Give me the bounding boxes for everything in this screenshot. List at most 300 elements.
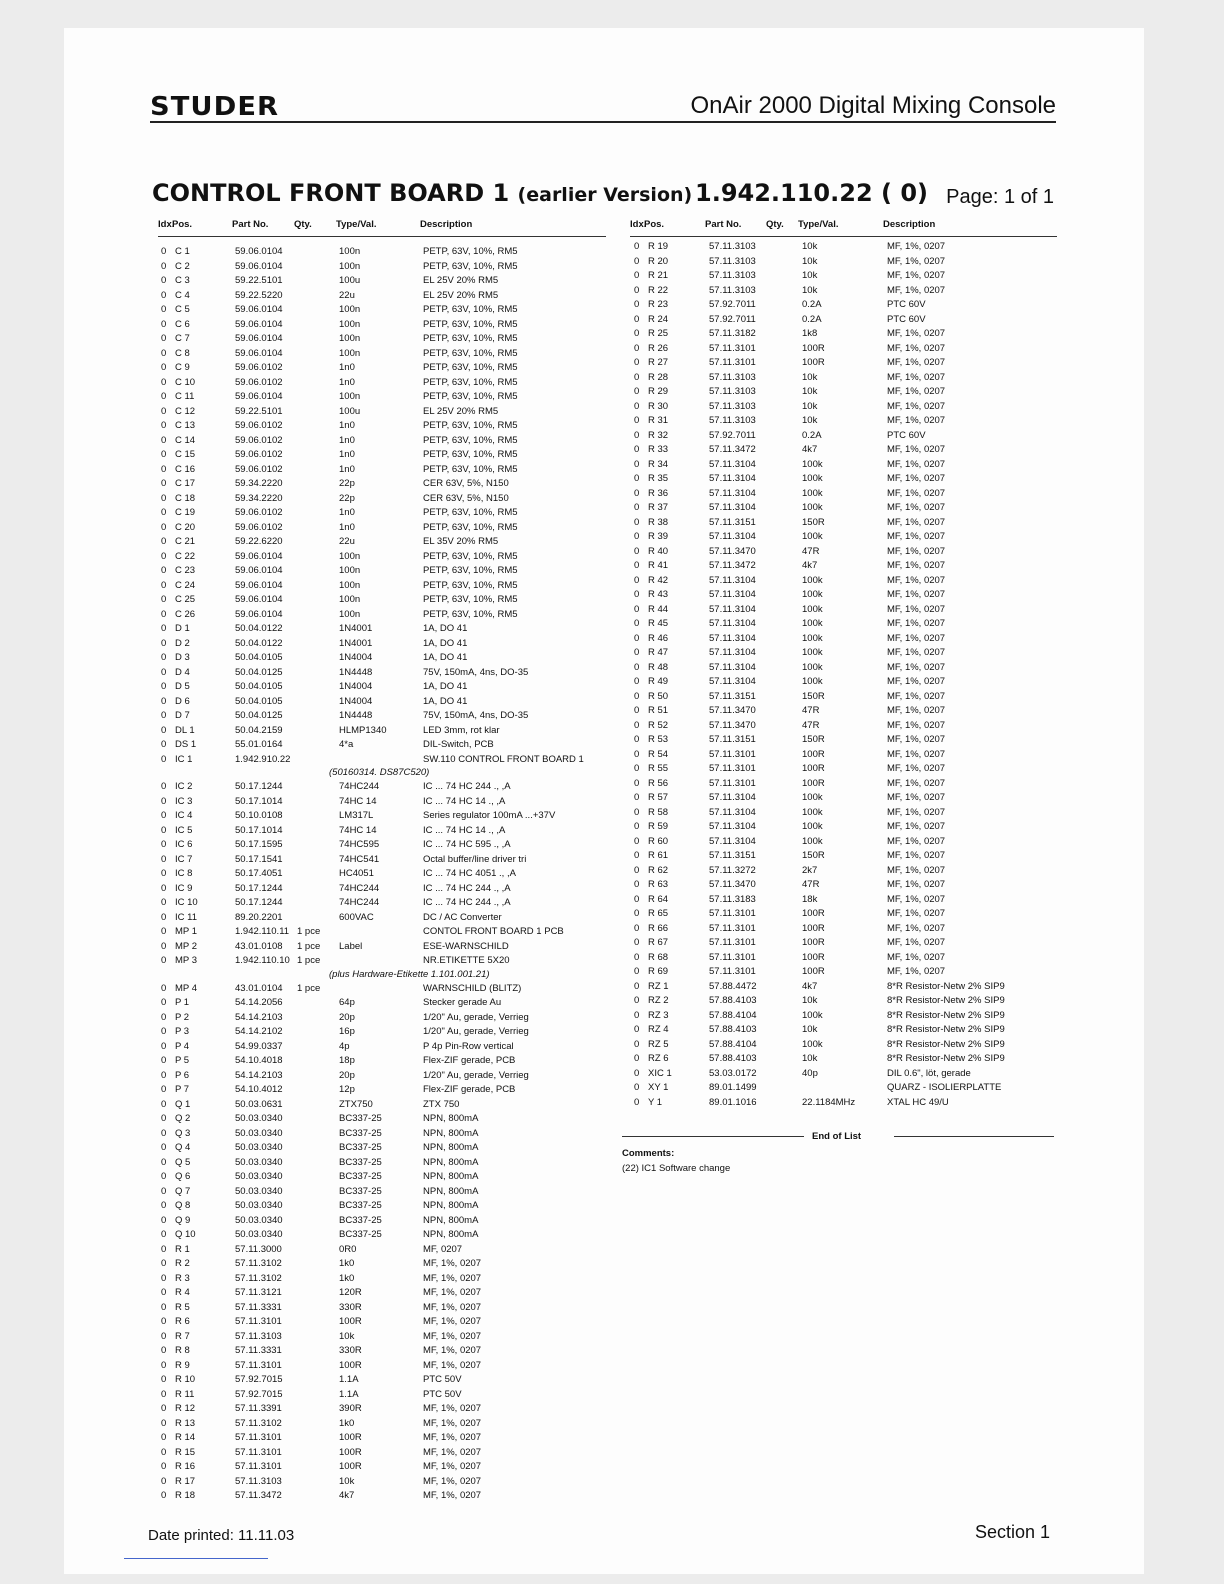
cell-type: 74HC 14	[339, 824, 377, 836]
cell-idx: 0	[634, 937, 640, 948]
header-idx: Idx.	[158, 219, 175, 230]
cell-idx: 0	[161, 1417, 167, 1429]
cell-pos: C 19	[175, 507, 196, 518]
cell-pos: Q 7	[175, 1185, 191, 1197]
part-row	[161, 1127, 601, 1142]
cell-idx: 0	[161, 926, 167, 937]
cell-idx: 0	[634, 879, 640, 890]
cell-type: 2k7	[802, 864, 818, 876]
part-row	[634, 545, 1054, 560]
cell-desc: PETP, 63V, 10%, RM5	[423, 579, 518, 591]
cell-type: 100n	[339, 594, 361, 605]
cell-type: 1.1A	[339, 1374, 359, 1385]
cell-type: 20p	[339, 1011, 355, 1023]
cell-type: 22p	[339, 492, 355, 504]
cell-pos: R 50	[648, 690, 669, 702]
cell-type: 74HC244	[339, 897, 380, 908]
part-row	[161, 666, 601, 681]
part-row	[161, 564, 601, 579]
comments-label: Comments:	[622, 1148, 675, 1159]
part-row	[634, 951, 1054, 966]
cell-idx: 0	[161, 1026, 167, 1037]
cell-pos: R 37	[648, 502, 669, 513]
cell-part: 50.04.0105	[235, 681, 283, 692]
cell-desc: 8*R Resistor-Netw 2% SIP9	[887, 1009, 1005, 1021]
cell-part: 57.11.3104	[709, 792, 756, 803]
part-row	[634, 878, 1054, 893]
part-row	[161, 289, 601, 304]
cell-pos: R 34	[648, 458, 669, 470]
part-row	[161, 982, 601, 997]
part-row	[161, 1185, 601, 1200]
cell-type: 20p	[339, 1069, 355, 1081]
cell-type: 0.2A	[802, 429, 822, 441]
cell-desc: MF, 1%, 0207	[887, 966, 946, 977]
cell-desc: PETP, 63V, 10%, RM5	[423, 304, 518, 315]
cell-desc: MF, 1%, 0207	[887, 516, 946, 528]
cell-idx: 0	[634, 1096, 640, 1108]
cell-desc: MF, 1%, 0207	[887, 531, 946, 542]
cell-pos: R 55	[648, 763, 669, 774]
cell-part: 57.11.3103	[709, 270, 756, 281]
cell-part: 57.11.3183	[709, 893, 756, 905]
header-type: Type/Val.	[336, 219, 377, 230]
cell-pos: Q 8	[175, 1200, 191, 1211]
part-row	[634, 342, 1054, 357]
cell-pos: C 23	[175, 565, 196, 576]
cell-type: 100R	[802, 908, 825, 919]
cell-type: 1n0	[339, 521, 355, 533]
cell-idx: 0	[634, 763, 640, 774]
cell-pos: D 7	[175, 710, 190, 721]
part-row	[161, 780, 601, 795]
cell-type: BC337-25	[339, 1214, 382, 1226]
cell-idx: 0	[161, 955, 167, 966]
cell-type: 100k	[802, 806, 823, 818]
cell-idx: 0	[161, 824, 167, 836]
cell-desc: IC ... 74 HC 595 ., ,A	[423, 839, 511, 850]
cell-type: 100n	[339, 260, 361, 272]
cell-idx: 0	[634, 690, 640, 702]
cell-type: 100k	[802, 676, 823, 687]
part-row	[161, 867, 601, 882]
cell-pos: XIC 1	[648, 1067, 672, 1079]
cell-pos: Y 1	[648, 1096, 663, 1108]
cell-type: 1.1A	[339, 1388, 359, 1400]
cell-idx: 0	[161, 521, 167, 533]
cell-part: 1.942.910.22	[235, 753, 291, 765]
cell-pos: Q 5	[175, 1156, 191, 1168]
cell-type: 10k	[802, 371, 818, 383]
cell-desc: 1A, DO 41	[423, 652, 468, 663]
cell-pos: R 45	[648, 618, 669, 629]
cell-pos: MP 4	[175, 982, 198, 994]
cell-type: 100k	[802, 589, 823, 600]
cell-type: 1n0	[339, 463, 355, 475]
cell-pos: R 23	[648, 299, 669, 310]
cell-pos: R 63	[648, 879, 669, 890]
cell-part: 57.11.3470	[709, 705, 756, 716]
cell-type: 1n0	[339, 507, 355, 518]
cell-desc: IC ... 74 HC 244 ., ,A	[423, 897, 511, 908]
cell-desc: MF, 1%, 0207	[887, 676, 946, 687]
cell-type: 4p	[339, 1040, 350, 1052]
cell-part: 57.11.3101	[235, 1359, 282, 1371]
cell-part: 57.11.3391	[235, 1403, 282, 1414]
part-row	[161, 376, 601, 391]
cell-idx: 0	[634, 1009, 640, 1021]
cell-idx: 0	[161, 1432, 167, 1443]
cell-pos: R 11	[175, 1388, 195, 1400]
cell-desc: ESE-WARNSCHILD	[423, 940, 509, 952]
cell-type: 390R	[339, 1403, 362, 1414]
part-row	[634, 1009, 1054, 1024]
part-row	[161, 738, 601, 753]
cell-type: 100k	[802, 661, 823, 673]
part-row	[634, 603, 1054, 618]
cell-desc: MF, 1%, 0207	[887, 603, 946, 615]
part-row	[161, 622, 601, 637]
cell-desc: MF, 1%, 0207	[887, 879, 946, 890]
cell-idx: 0	[634, 589, 640, 600]
part-row	[634, 820, 1054, 835]
cell-type: BC337-25	[339, 1142, 382, 1153]
cell-desc: MF, 1%, 0207	[887, 734, 946, 745]
cell-desc: MF, 1%, 0207	[887, 705, 946, 716]
cell-type: 10k	[802, 995, 818, 1006]
cell-pos: R 59	[648, 821, 669, 832]
cell-part: 1.942.110.10	[235, 955, 290, 966]
cell-idx: 0	[161, 695, 167, 707]
cell-desc: 8*R Resistor-Netw 2% SIP9	[887, 1053, 1005, 1064]
cell-qty: 1 pce	[297, 940, 321, 952]
cell-type: 10k	[802, 270, 818, 281]
part-row	[634, 994, 1054, 1009]
part-row	[161, 1170, 601, 1185]
cell-idx: 0	[161, 304, 167, 315]
cell-type: BC337-25	[339, 1171, 382, 1182]
cell-pos: R 48	[648, 661, 669, 673]
cell-type: 100k	[802, 574, 823, 586]
cell-desc: MF, 1%, 0207	[887, 328, 946, 339]
cell-type: 1N4448	[339, 666, 373, 678]
cell-type: 330R	[339, 1301, 362, 1313]
cell-pos: C 21	[175, 536, 196, 547]
cell-type: 10k	[802, 400, 818, 412]
part-row	[161, 593, 601, 608]
cell-desc: 8*R Resistor-Netw 2% SIP9	[887, 980, 1005, 992]
cell-idx: 0	[634, 618, 640, 629]
cell-type: 0R0	[339, 1243, 357, 1255]
cell-pos: IC 7	[175, 853, 193, 865]
cell-type: 100n	[339, 333, 361, 344]
cell-part: 50.17.1595	[235, 839, 283, 850]
cell-desc: PETP, 63V, 10%, RM5	[423, 507, 518, 518]
part-row	[634, 487, 1054, 502]
cell-pos: R 40	[648, 545, 669, 557]
cell-type: 1k0	[339, 1258, 355, 1269]
cell-idx: 0	[161, 1040, 167, 1052]
cell-desc: MF, 1%, 0207	[887, 357, 946, 368]
cell-idx: 0	[634, 342, 640, 354]
cell-idx: 0	[634, 647, 640, 658]
end-of-list-label: End of List	[812, 1131, 862, 1142]
document-number: 1.942.110.22 ( 0)	[695, 179, 928, 207]
cell-pos: D 6	[175, 695, 190, 707]
cell-type: 74HC244	[339, 781, 380, 792]
cell-desc: MF, 1%, 0207	[887, 748, 946, 760]
cell-desc: 8*R Resistor-Netw 2% SIP9	[887, 995, 1005, 1006]
cell-pos: R 10	[175, 1374, 196, 1385]
cell-desc: IC ... 74 HC 14 ., ,A	[423, 795, 506, 807]
cell-type: 1N4001	[339, 623, 373, 634]
cell-type: 100n	[339, 608, 361, 620]
cell-pos: R 17	[175, 1475, 196, 1487]
cell-idx: 0	[634, 850, 640, 861]
part-row	[161, 1373, 601, 1388]
cell-idx: 0	[634, 270, 640, 281]
cell-idx: 0	[161, 362, 167, 373]
cell-idx: 0	[161, 1490, 167, 1501]
cell-part: 57.11.3101	[235, 1446, 282, 1458]
cell-part: 57.88.4103	[709, 995, 757, 1006]
cell-desc: MF, 1%, 0207	[887, 342, 946, 354]
cell-type: 74HC541	[339, 853, 380, 865]
cell-type: BC337-25	[339, 1200, 382, 1211]
cell-part: 57.11.3104	[709, 661, 756, 673]
cell-idx: 0	[634, 502, 640, 513]
cell-desc: MF, 1%, 0207	[887, 386, 946, 397]
cell-pos: C 13	[175, 420, 196, 431]
cell-desc: Octal buffer/line driver tri	[423, 853, 527, 865]
part-row	[161, 1402, 601, 1417]
cell-type: 10k	[802, 1024, 818, 1035]
cell-type: 64p	[339, 997, 355, 1008]
cell-idx: 0	[634, 632, 640, 644]
cell-part: 57.11.3104	[709, 458, 756, 470]
cell-idx: 0	[161, 492, 167, 504]
cell-pos: IC 2	[175, 781, 193, 792]
cell-part: 59.22.5101	[235, 275, 283, 286]
cell-desc: DIL-Switch, PCB	[423, 739, 494, 750]
part-row	[634, 835, 1054, 850]
cell-type: 100n	[339, 565, 361, 576]
cell-pos: R 52	[648, 719, 669, 731]
part-row	[634, 936, 1054, 951]
cell-idx: 0	[161, 1287, 167, 1298]
cell-type: 120R	[339, 1287, 362, 1298]
cell-idx: 0	[634, 299, 640, 310]
cell-pos: P 6	[175, 1069, 190, 1081]
cell-idx: 0	[161, 565, 167, 576]
cell-desc: P 4p Pin-Row vertical	[423, 1040, 514, 1052]
part-row	[161, 695, 601, 710]
cell-desc: 1/20" Au, gerade, Verrieg	[423, 1011, 529, 1023]
cell-part: 59.06.0104	[235, 565, 283, 576]
cell-part: 57.11.3104	[709, 647, 756, 658]
part-row	[161, 535, 601, 550]
cell-idx: 0	[161, 710, 167, 721]
cell-pos: R 54	[648, 748, 669, 760]
cell-desc: IC ... 74 HC 244 ., ,A	[423, 882, 511, 894]
cell-desc: MF, 1%, 0207	[887, 850, 946, 861]
part-row	[634, 791, 1054, 806]
cell-type: 100k	[802, 502, 823, 513]
cell-type: 100R	[339, 1446, 362, 1458]
cell-idx: 0	[634, 386, 640, 397]
cell-type: 100k	[802, 531, 823, 542]
cell-part: 43.01.0104	[235, 982, 283, 994]
cell-part: 59.06.0104	[235, 608, 283, 620]
cell-type: BC337-25	[339, 1185, 382, 1197]
cell-part: 59.06.0102	[235, 420, 283, 431]
cell-pos: R 13	[175, 1417, 196, 1429]
cell-idx: 0	[634, 1024, 640, 1035]
cell-pos: C 4	[175, 289, 190, 301]
cell-type: 100R	[802, 937, 825, 948]
cell-pos: R 61	[648, 850, 669, 861]
cell-pos: D 2	[175, 637, 190, 649]
cell-part: 57.11.3104	[709, 487, 756, 499]
cell-desc: PETP, 63V, 10%, RM5	[423, 318, 518, 330]
cell-idx: 0	[161, 897, 167, 908]
cell-pos: C 17	[175, 478, 196, 489]
cell-type: 47R	[802, 879, 820, 890]
cell-part: 57.11.3104	[709, 835, 756, 847]
part-row	[161, 1054, 601, 1069]
part-row	[161, 1388, 601, 1403]
cell-idx: 0	[634, 415, 640, 426]
cell-pos: R 5	[175, 1301, 190, 1313]
cell-part: 57.11.3151	[709, 850, 756, 861]
part-row	[634, 269, 1054, 284]
part-row	[161, 882, 601, 897]
cell-part: 59.06.0102	[235, 463, 283, 475]
cell-idx: 0	[634, 603, 640, 615]
cell-desc: MF, 1%, 0207	[887, 444, 946, 455]
cell-pos: R 43	[648, 589, 669, 600]
cell-type: 18k	[802, 893, 818, 905]
cell-desc: 1/20" Au, gerade, Verrieg	[423, 1069, 529, 1081]
cell-idx: 0	[161, 507, 167, 518]
cell-type: 100k	[802, 835, 823, 847]
cell-type: 0.2A	[802, 313, 822, 325]
page-edge-mark	[124, 1558, 268, 1559]
cell-type: 1N4004	[339, 652, 373, 663]
cell-part: 50.04.0125	[235, 710, 283, 721]
cell-part: 57.88.4472	[709, 980, 757, 992]
cell-idx: 0	[634, 574, 640, 586]
cell-part: 50.17.1244	[235, 897, 283, 908]
cell-pos: Q 4	[175, 1142, 191, 1153]
cell-pos: MP 1	[175, 926, 198, 937]
cell-type: 100k	[802, 1009, 823, 1021]
cell-idx: 0	[161, 1359, 167, 1371]
cell-desc: MF, 1%, 0207	[423, 1258, 482, 1269]
cell-idx: 0	[161, 1461, 167, 1472]
cell-pos: C 18	[175, 492, 196, 504]
cell-desc: 75V, 150mA, 4ns, DO-35	[423, 710, 529, 721]
cell-part: 50.03.0340	[235, 1185, 283, 1197]
part-row	[161, 637, 601, 652]
cell-part: 50.04.0122	[235, 637, 283, 649]
part-row	[634, 472, 1054, 487]
part-row	[634, 443, 1054, 458]
cell-type: 0.2A	[802, 299, 822, 310]
cell-part: 59.06.0102	[235, 521, 283, 533]
cell-idx: 0	[161, 868, 167, 879]
cell-idx: 0	[634, 966, 640, 977]
cell-idx: 0	[634, 719, 640, 731]
cell-idx: 0	[161, 652, 167, 663]
cell-desc: NPN, 800mA	[423, 1156, 479, 1168]
cell-desc: NPN, 800mA	[423, 1127, 479, 1139]
cell-type: 600VAC	[339, 911, 374, 923]
cell-desc: PTC 50V	[423, 1388, 462, 1400]
cell-pos: IC 4	[175, 810, 193, 821]
part-row	[161, 1141, 601, 1156]
cell-pos: C 7	[175, 333, 190, 344]
part-row	[161, 1083, 601, 1098]
cell-desc: MF, 1%, 0207	[887, 792, 946, 803]
cell-type: 100R	[339, 1359, 362, 1371]
cell-idx: 0	[161, 681, 167, 692]
part-row	[161, 1315, 601, 1330]
part-row	[161, 1301, 601, 1316]
cell-idx: 0	[161, 724, 167, 736]
cell-desc: 8*R Resistor-Netw 2% SIP9	[887, 1024, 1005, 1035]
cell-desc: PETP, 63V, 10%, RM5	[423, 362, 518, 373]
cell-desc: MF, 1%, 0207	[887, 951, 946, 963]
cell-part: 57.88.4103	[709, 1024, 757, 1035]
part-row	[161, 260, 601, 275]
cell-desc: MF, 1%, 0207	[423, 1490, 482, 1501]
cell-part: 59.34.2220	[235, 492, 283, 504]
cell-part: 59.06.0102	[235, 376, 283, 388]
cell-part: 57.88.4104	[709, 1009, 757, 1021]
part-row	[161, 824, 601, 839]
cell-desc: MF, 1%, 0207	[887, 270, 946, 281]
cell-part: 57.11.3104	[709, 473, 756, 484]
cell-type: 100u	[339, 405, 361, 417]
cell-pos: R 38	[648, 516, 669, 528]
cell-pos: R 28	[648, 371, 669, 383]
cell-part: 57.11.3182	[709, 328, 756, 339]
cell-desc: MF, 1%, 0207	[887, 719, 946, 731]
cell-pos: C 5	[175, 304, 190, 315]
part-row	[161, 1214, 601, 1229]
header-pos: Pos.	[644, 219, 665, 230]
cell-part: 43.01.0108	[235, 940, 283, 952]
part-row	[161, 492, 601, 507]
part-row	[161, 651, 601, 666]
cell-part: 57.11.3103	[709, 241, 756, 252]
cell-pos: R 26	[648, 342, 669, 354]
cell-idx: 0	[634, 893, 640, 905]
left-parts-list	[161, 245, 601, 1504]
left-column-header	[158, 219, 606, 237]
cell-pos: R 24	[648, 313, 669, 325]
cell-pos: R 16	[175, 1461, 196, 1472]
cell-idx: 0	[634, 1038, 640, 1050]
cell-idx: 0	[161, 853, 167, 865]
cell-desc: MF, 1%, 0207	[423, 1461, 482, 1472]
part-row	[161, 1069, 601, 1084]
cell-type: 100n	[339, 391, 361, 402]
part-row	[634, 458, 1054, 473]
part-row	[634, 1067, 1054, 1082]
cell-idx: 0	[634, 531, 640, 542]
